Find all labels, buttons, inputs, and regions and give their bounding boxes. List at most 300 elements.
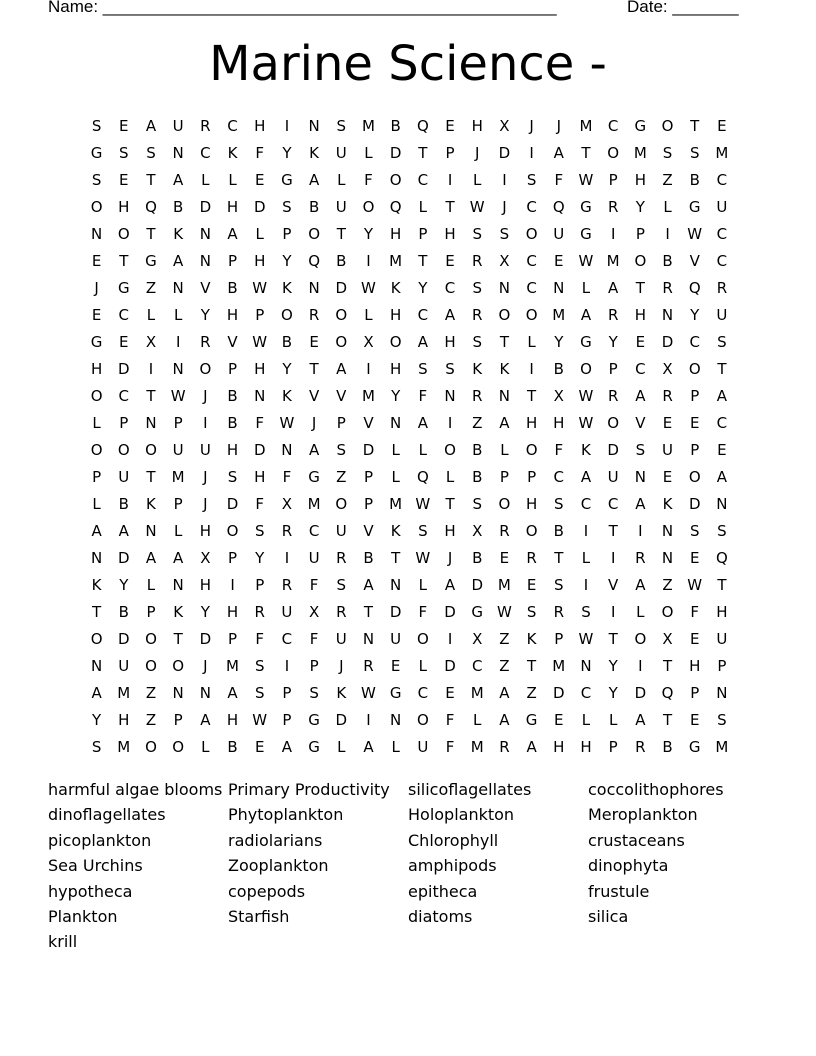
grid-letter: T bbox=[363, 603, 374, 621]
grid-letter: O bbox=[444, 441, 456, 459]
grid-letter: L bbox=[581, 711, 591, 729]
grid-letter: T bbox=[608, 630, 618, 648]
grid-letter: B bbox=[689, 171, 700, 189]
grid-letter: Z bbox=[499, 630, 510, 648]
word-list-item: krill bbox=[48, 932, 78, 952]
grid-letter: H bbox=[444, 225, 456, 243]
grid-letter: B bbox=[390, 117, 401, 135]
grid-letter: S bbox=[472, 333, 482, 351]
grid-letter: Y bbox=[363, 225, 374, 243]
grid-row bbox=[83, 518, 736, 545]
grid-letter: G bbox=[281, 171, 293, 189]
grid-letter: U bbox=[281, 603, 293, 621]
grid-letter: D bbox=[688, 495, 701, 513]
grid-letter: P bbox=[282, 225, 292, 243]
grid-letter: X bbox=[281, 495, 293, 513]
grid-letter: N bbox=[390, 711, 402, 729]
grid-letter: I bbox=[366, 252, 371, 270]
grid-letter: O bbox=[525, 306, 538, 324]
grid-letter: S bbox=[526, 171, 537, 189]
grid-letter: P bbox=[418, 225, 428, 243]
grid-letter: I bbox=[230, 576, 235, 594]
grid-letter: I bbox=[203, 414, 208, 432]
grid-letter: L bbox=[418, 198, 428, 216]
grid-letter: E bbox=[119, 171, 129, 189]
grid-letter: B bbox=[308, 198, 320, 216]
grid-letter: S bbox=[717, 333, 727, 351]
grid-letter: L bbox=[663, 198, 672, 216]
grid-letter: F bbox=[554, 171, 564, 189]
grid-letter: P bbox=[690, 684, 700, 702]
grid-row bbox=[83, 383, 736, 410]
grid-row bbox=[83, 464, 736, 491]
word-list-item: crustaceans bbox=[588, 830, 685, 850]
grid-letter: V bbox=[689, 252, 700, 270]
grid-letter: H bbox=[390, 306, 402, 324]
grid-letter: O bbox=[580, 360, 592, 378]
grid-letter: C bbox=[118, 306, 130, 324]
grid-letter: F bbox=[418, 603, 428, 621]
grid-letter: S bbox=[91, 117, 102, 135]
grid-letter: F bbox=[445, 711, 455, 729]
grid-letter: K bbox=[390, 279, 401, 297]
grid-letter: N bbox=[199, 225, 211, 243]
grid-letter: G bbox=[308, 711, 320, 729]
grid-letter: R bbox=[662, 387, 673, 405]
grid-letter: D bbox=[444, 603, 456, 621]
word-bank bbox=[48, 779, 768, 957]
grid-letter: G bbox=[471, 603, 484, 621]
grid-letter: S bbox=[336, 117, 347, 135]
grid-letter: O bbox=[607, 144, 620, 162]
grid-letter: O bbox=[688, 360, 701, 378]
grid-letter: J bbox=[203, 495, 208, 513]
grid-letter: F bbox=[309, 576, 319, 594]
grid-letter: M bbox=[715, 144, 729, 162]
grid-letter: M bbox=[606, 252, 620, 270]
grid-letter: Y bbox=[690, 306, 700, 324]
grid-letter: L bbox=[92, 414, 101, 432]
grid-letter: F bbox=[364, 171, 373, 189]
grid-letter: S bbox=[227, 468, 238, 486]
grid-letter: J bbox=[475, 144, 480, 162]
grid-letter: S bbox=[418, 522, 428, 540]
grid-row bbox=[83, 680, 736, 707]
grid-letter: S bbox=[689, 522, 700, 540]
grid-letter: O bbox=[226, 522, 239, 540]
grid-letter: N bbox=[444, 387, 456, 405]
grid-letter: I bbox=[583, 576, 589, 594]
grid-letter: Q bbox=[416, 117, 429, 135]
grid-letter: D bbox=[389, 603, 402, 621]
grid-letter: A bbox=[281, 738, 293, 756]
grid-letter: P bbox=[690, 387, 700, 405]
grid-letter: T bbox=[499, 333, 509, 351]
word-list-item: Phytoplankton bbox=[228, 805, 344, 825]
grid-letter: T bbox=[418, 252, 428, 270]
grid-letter: R bbox=[607, 306, 619, 324]
grid-letter: C bbox=[716, 414, 728, 432]
grid-letter: I bbox=[175, 333, 181, 351]
grid-letter: H bbox=[525, 414, 538, 432]
grid-letter: H bbox=[226, 306, 239, 324]
grid-letter: A bbox=[444, 576, 456, 594]
grid-letter: O bbox=[199, 360, 212, 378]
grid-letter: E bbox=[390, 657, 401, 675]
grid-letter: P bbox=[336, 414, 346, 432]
grid-letter: A bbox=[580, 306, 592, 324]
grid-letter: D bbox=[471, 576, 483, 594]
grid-letter: B bbox=[472, 468, 483, 486]
grid-letter: S bbox=[282, 198, 292, 216]
grid-letter: H bbox=[634, 306, 646, 324]
grid-letter: J bbox=[203, 657, 208, 675]
grid-letter: S bbox=[554, 576, 564, 594]
grid-letter: U bbox=[716, 306, 728, 324]
grid-letter: H bbox=[118, 711, 130, 729]
grid-letter: Z bbox=[472, 414, 483, 432]
grid-letter: E bbox=[91, 252, 102, 270]
grid-letter: P bbox=[445, 144, 455, 162]
grid-letter: P bbox=[608, 171, 618, 189]
grid-letter: X bbox=[472, 630, 483, 648]
grid-letter: P bbox=[228, 252, 238, 270]
grid-letter: N bbox=[553, 279, 565, 297]
grid-letter: U bbox=[607, 468, 619, 486]
grid-letter: D bbox=[607, 441, 619, 459]
grid-letter: W bbox=[578, 171, 594, 189]
grid-letter: A bbox=[363, 738, 374, 756]
grid-letter: R bbox=[336, 549, 347, 567]
grid-letter: W bbox=[578, 252, 594, 270]
grid-letter: A bbox=[608, 279, 619, 297]
grid-letter: L bbox=[445, 468, 455, 486]
grid-letter: N bbox=[172, 360, 184, 378]
grid-letter: P bbox=[173, 711, 183, 729]
grid-letter: S bbox=[472, 279, 482, 297]
grid-letter: A bbox=[173, 252, 184, 270]
grid-letter: A bbox=[635, 711, 646, 729]
grid-letter: J bbox=[94, 279, 99, 297]
grid-letter: Q bbox=[308, 252, 320, 270]
grid-letter: O bbox=[90, 441, 103, 459]
grid-letter: L bbox=[364, 306, 373, 324]
grid-letter: P bbox=[363, 468, 373, 486]
grid-letter: H bbox=[254, 117, 266, 135]
grid-letter: S bbox=[554, 495, 564, 513]
grid-letter: W bbox=[578, 387, 594, 405]
grid-letter: W bbox=[469, 198, 485, 216]
grid-letter: N bbox=[90, 225, 103, 243]
grid-letter: M bbox=[552, 657, 566, 675]
grid-letter: A bbox=[91, 522, 102, 540]
grid-letter: L bbox=[418, 576, 428, 594]
grid-letter: S bbox=[254, 657, 265, 675]
grid-letter: P bbox=[363, 495, 373, 513]
word-list-item: Sea Urchins bbox=[48, 856, 143, 876]
grid-letter: I bbox=[148, 360, 154, 378]
grid-letter: V bbox=[308, 387, 320, 405]
grid-letter: Y bbox=[92, 711, 102, 729]
grid-letter: U bbox=[172, 117, 184, 135]
grid-letter: A bbox=[553, 144, 564, 162]
grid-letter: B bbox=[553, 360, 564, 378]
grid-letter: Y bbox=[255, 549, 265, 567]
grid-letter: P bbox=[717, 657, 727, 675]
grid-letter: O bbox=[498, 495, 511, 513]
grid-letter: N bbox=[634, 468, 646, 486]
grid-letter: L bbox=[337, 738, 346, 756]
grid-letter: H bbox=[226, 603, 239, 621]
grid-letter: U bbox=[390, 630, 402, 648]
word-list-item: frustule bbox=[588, 881, 650, 901]
grid-letter: N bbox=[580, 657, 592, 675]
grid-letter: Z bbox=[662, 171, 673, 189]
grid-letter: A bbox=[363, 576, 374, 594]
grid-letter: J bbox=[203, 468, 208, 486]
grid-letter: B bbox=[662, 738, 673, 756]
grid-letter: S bbox=[445, 360, 455, 378]
grid-letter: N bbox=[716, 684, 728, 702]
grid-letter: D bbox=[335, 279, 348, 297]
grid-letter: I bbox=[638, 657, 643, 675]
grid-letter: P bbox=[228, 630, 238, 648]
grid-letter: S bbox=[146, 144, 156, 162]
grid-letter: T bbox=[608, 522, 618, 540]
grid-letter: O bbox=[362, 198, 375, 216]
grid-letter: I bbox=[529, 144, 534, 162]
grid-letter: H bbox=[226, 441, 239, 459]
grid-letter: F bbox=[690, 603, 700, 621]
grid-letter: R bbox=[499, 522, 510, 540]
grid-letter: S bbox=[662, 144, 673, 162]
grid-letter: C bbox=[417, 684, 429, 702]
grid-letter: O bbox=[90, 198, 103, 216]
grid-letter: T bbox=[146, 387, 156, 405]
grid-letter: Z bbox=[662, 576, 673, 594]
grid-letter: L bbox=[201, 738, 210, 756]
word-list-item: picoplankton bbox=[48, 830, 152, 850]
grid-letter: E bbox=[717, 441, 727, 459]
grid-letter: X bbox=[363, 333, 374, 351]
grid-letter: W bbox=[361, 684, 376, 702]
grid-letter: V bbox=[227, 333, 238, 351]
grid-letter: L bbox=[418, 441, 428, 459]
grid-letter: L bbox=[581, 549, 591, 567]
grid-letter: Y bbox=[635, 198, 645, 216]
grid-row bbox=[83, 140, 736, 167]
grid-letter: Y bbox=[282, 144, 292, 162]
grid-letter: Q bbox=[716, 549, 728, 567]
grid-letter: W bbox=[170, 387, 186, 405]
grid-letter: E bbox=[119, 117, 129, 135]
grid-letter: S bbox=[254, 684, 265, 702]
grid-letter: C bbox=[444, 279, 456, 297]
grid-letter: Y bbox=[119, 576, 129, 594]
grid-letter: G bbox=[688, 738, 701, 756]
grid-letter: K bbox=[146, 495, 156, 513]
grid-letter: G bbox=[90, 333, 103, 351]
grid-letter: O bbox=[661, 603, 674, 621]
word-list-item: copepods bbox=[228, 881, 306, 901]
grid-row bbox=[83, 221, 736, 248]
grid-letter: S bbox=[635, 441, 646, 459]
grid-letter: O bbox=[172, 657, 185, 675]
grid-row bbox=[83, 167, 736, 194]
word-list-item: coccolithophores bbox=[588, 780, 724, 799]
grid-letter: V bbox=[336, 387, 347, 405]
grid-row bbox=[83, 572, 736, 599]
grid-letter: Z bbox=[526, 684, 537, 702]
grid-letter: A bbox=[173, 171, 184, 189]
grid-letter: O bbox=[634, 252, 647, 270]
grid-letter: P bbox=[92, 468, 102, 486]
grid-letter: E bbox=[91, 306, 102, 324]
grid-letter: C bbox=[716, 171, 728, 189]
grid-letter: C bbox=[118, 387, 130, 405]
grid-letter: B bbox=[227, 279, 238, 297]
grid-letter: Y bbox=[554, 333, 564, 351]
grid-letter: Q bbox=[416, 468, 429, 486]
grid-letter: G bbox=[308, 738, 320, 756]
grid-letter: B bbox=[118, 603, 129, 621]
grid-letter: X bbox=[145, 333, 157, 351]
grid-letter: D bbox=[199, 630, 212, 648]
grid-letter: O bbox=[145, 441, 157, 459]
grid-letter: J bbox=[339, 657, 344, 675]
grid-row bbox=[83, 410, 736, 437]
grid-letter: R bbox=[281, 576, 293, 594]
grid-letter: L bbox=[527, 333, 536, 351]
grid-letter: R bbox=[635, 549, 646, 567]
grid-letter: N bbox=[199, 684, 211, 702]
grid-letter: D bbox=[389, 144, 402, 162]
grid-letter: A bbox=[580, 468, 592, 486]
word-list-item: diatoms bbox=[408, 906, 473, 926]
grid-letter: O bbox=[117, 225, 130, 243]
grid-letter: X bbox=[308, 603, 320, 621]
grid-letter: A bbox=[635, 495, 646, 513]
grid-letter: U bbox=[335, 144, 347, 162]
grid-letter: L bbox=[581, 279, 591, 297]
grid-letter: E bbox=[554, 711, 564, 729]
grid-letter: N bbox=[199, 252, 211, 270]
grid-row bbox=[83, 113, 736, 140]
grid-letter: G bbox=[580, 225, 592, 243]
grid-letter: R bbox=[200, 117, 211, 135]
grid-letter: A bbox=[145, 549, 157, 567]
page-title: Marine Science - bbox=[209, 36, 607, 92]
grid-letter: P bbox=[499, 468, 509, 486]
grid-letter: E bbox=[499, 549, 510, 567]
grid-letter: U bbox=[308, 549, 320, 567]
grid-letter: O bbox=[525, 441, 538, 459]
grid-letter: C bbox=[417, 306, 429, 324]
grid-letter: R bbox=[472, 306, 483, 324]
grid-letter: N bbox=[390, 414, 402, 432]
grid-letter: U bbox=[553, 225, 565, 243]
grid-letter: I bbox=[638, 522, 643, 540]
grid-letter: B bbox=[472, 549, 483, 567]
grid-letter: N bbox=[145, 414, 157, 432]
grid-letter: M bbox=[117, 684, 131, 702]
grid-letter: K bbox=[173, 603, 184, 621]
grid-letter: G bbox=[580, 333, 592, 351]
grid-letter: L bbox=[173, 522, 183, 540]
word-list-item: radiolarians bbox=[228, 830, 323, 850]
grid-letter: H bbox=[199, 522, 211, 540]
grid-letter: X bbox=[499, 252, 510, 270]
grid-letter: L bbox=[473, 171, 482, 189]
grid-letter: A bbox=[716, 468, 728, 486]
grid-letter: N bbox=[661, 306, 674, 324]
grid-letter: P bbox=[608, 738, 618, 756]
grid-letter: L bbox=[473, 711, 482, 729]
grid-letter: C bbox=[580, 495, 592, 513]
grid-letter: K bbox=[526, 630, 537, 648]
grid-letter: O bbox=[117, 441, 130, 459]
grid-letter: Y bbox=[282, 360, 292, 378]
grid-letter: K bbox=[390, 522, 401, 540]
grid-letter: J bbox=[556, 117, 561, 135]
grid-letter: T bbox=[445, 198, 455, 216]
grid-letter: Y bbox=[200, 603, 210, 621]
grid-letter: K bbox=[281, 279, 292, 297]
grid-letter: P bbox=[173, 495, 183, 513]
grid-letter: L bbox=[255, 225, 264, 243]
grid-letter: F bbox=[255, 630, 265, 648]
grid-letter: F bbox=[554, 441, 564, 459]
grid-letter: O bbox=[607, 414, 620, 432]
grid-letter: E bbox=[662, 468, 673, 486]
grid-letter: N bbox=[716, 495, 728, 513]
grid-letter: A bbox=[499, 414, 510, 432]
grid-letter: C bbox=[526, 198, 537, 216]
grid-letter: I bbox=[665, 225, 670, 243]
grid-letter: O bbox=[145, 738, 157, 756]
grid-letter: O bbox=[688, 468, 701, 486]
grid-letter: A bbox=[417, 414, 428, 432]
grid-letter: N bbox=[308, 117, 320, 135]
grid-letter: T bbox=[662, 657, 673, 675]
grid-letter: C bbox=[635, 360, 646, 378]
grid-letter: R bbox=[281, 522, 293, 540]
grid-letter: T bbox=[527, 657, 537, 675]
grid-letter: M bbox=[389, 252, 403, 270]
grid-letter: L bbox=[500, 441, 509, 459]
grid-letter: T bbox=[581, 144, 591, 162]
grid-letter: N bbox=[172, 576, 184, 594]
grid-letter: I bbox=[529, 360, 534, 378]
grid-letter: I bbox=[284, 117, 290, 135]
grid-letter: T bbox=[391, 549, 401, 567]
word-list-item: amphipods bbox=[408, 856, 497, 876]
grid-letter: N bbox=[254, 387, 266, 405]
grid-letter: D bbox=[118, 630, 130, 648]
grid-letter: W bbox=[578, 630, 594, 648]
grid-letter: Q bbox=[145, 198, 157, 216]
grid-letter: C bbox=[607, 117, 619, 135]
grid-letter: O bbox=[308, 225, 320, 243]
grid-letter: R bbox=[363, 657, 374, 675]
grid-letter: P bbox=[146, 603, 156, 621]
grid-letter: W bbox=[578, 414, 594, 432]
grid-letter: N bbox=[308, 279, 320, 297]
grid-letter: T bbox=[527, 387, 537, 405]
word-list-item: hypotheca bbox=[48, 881, 133, 901]
grid-letter: A bbox=[227, 225, 238, 243]
grid-letter: L bbox=[173, 306, 183, 324]
